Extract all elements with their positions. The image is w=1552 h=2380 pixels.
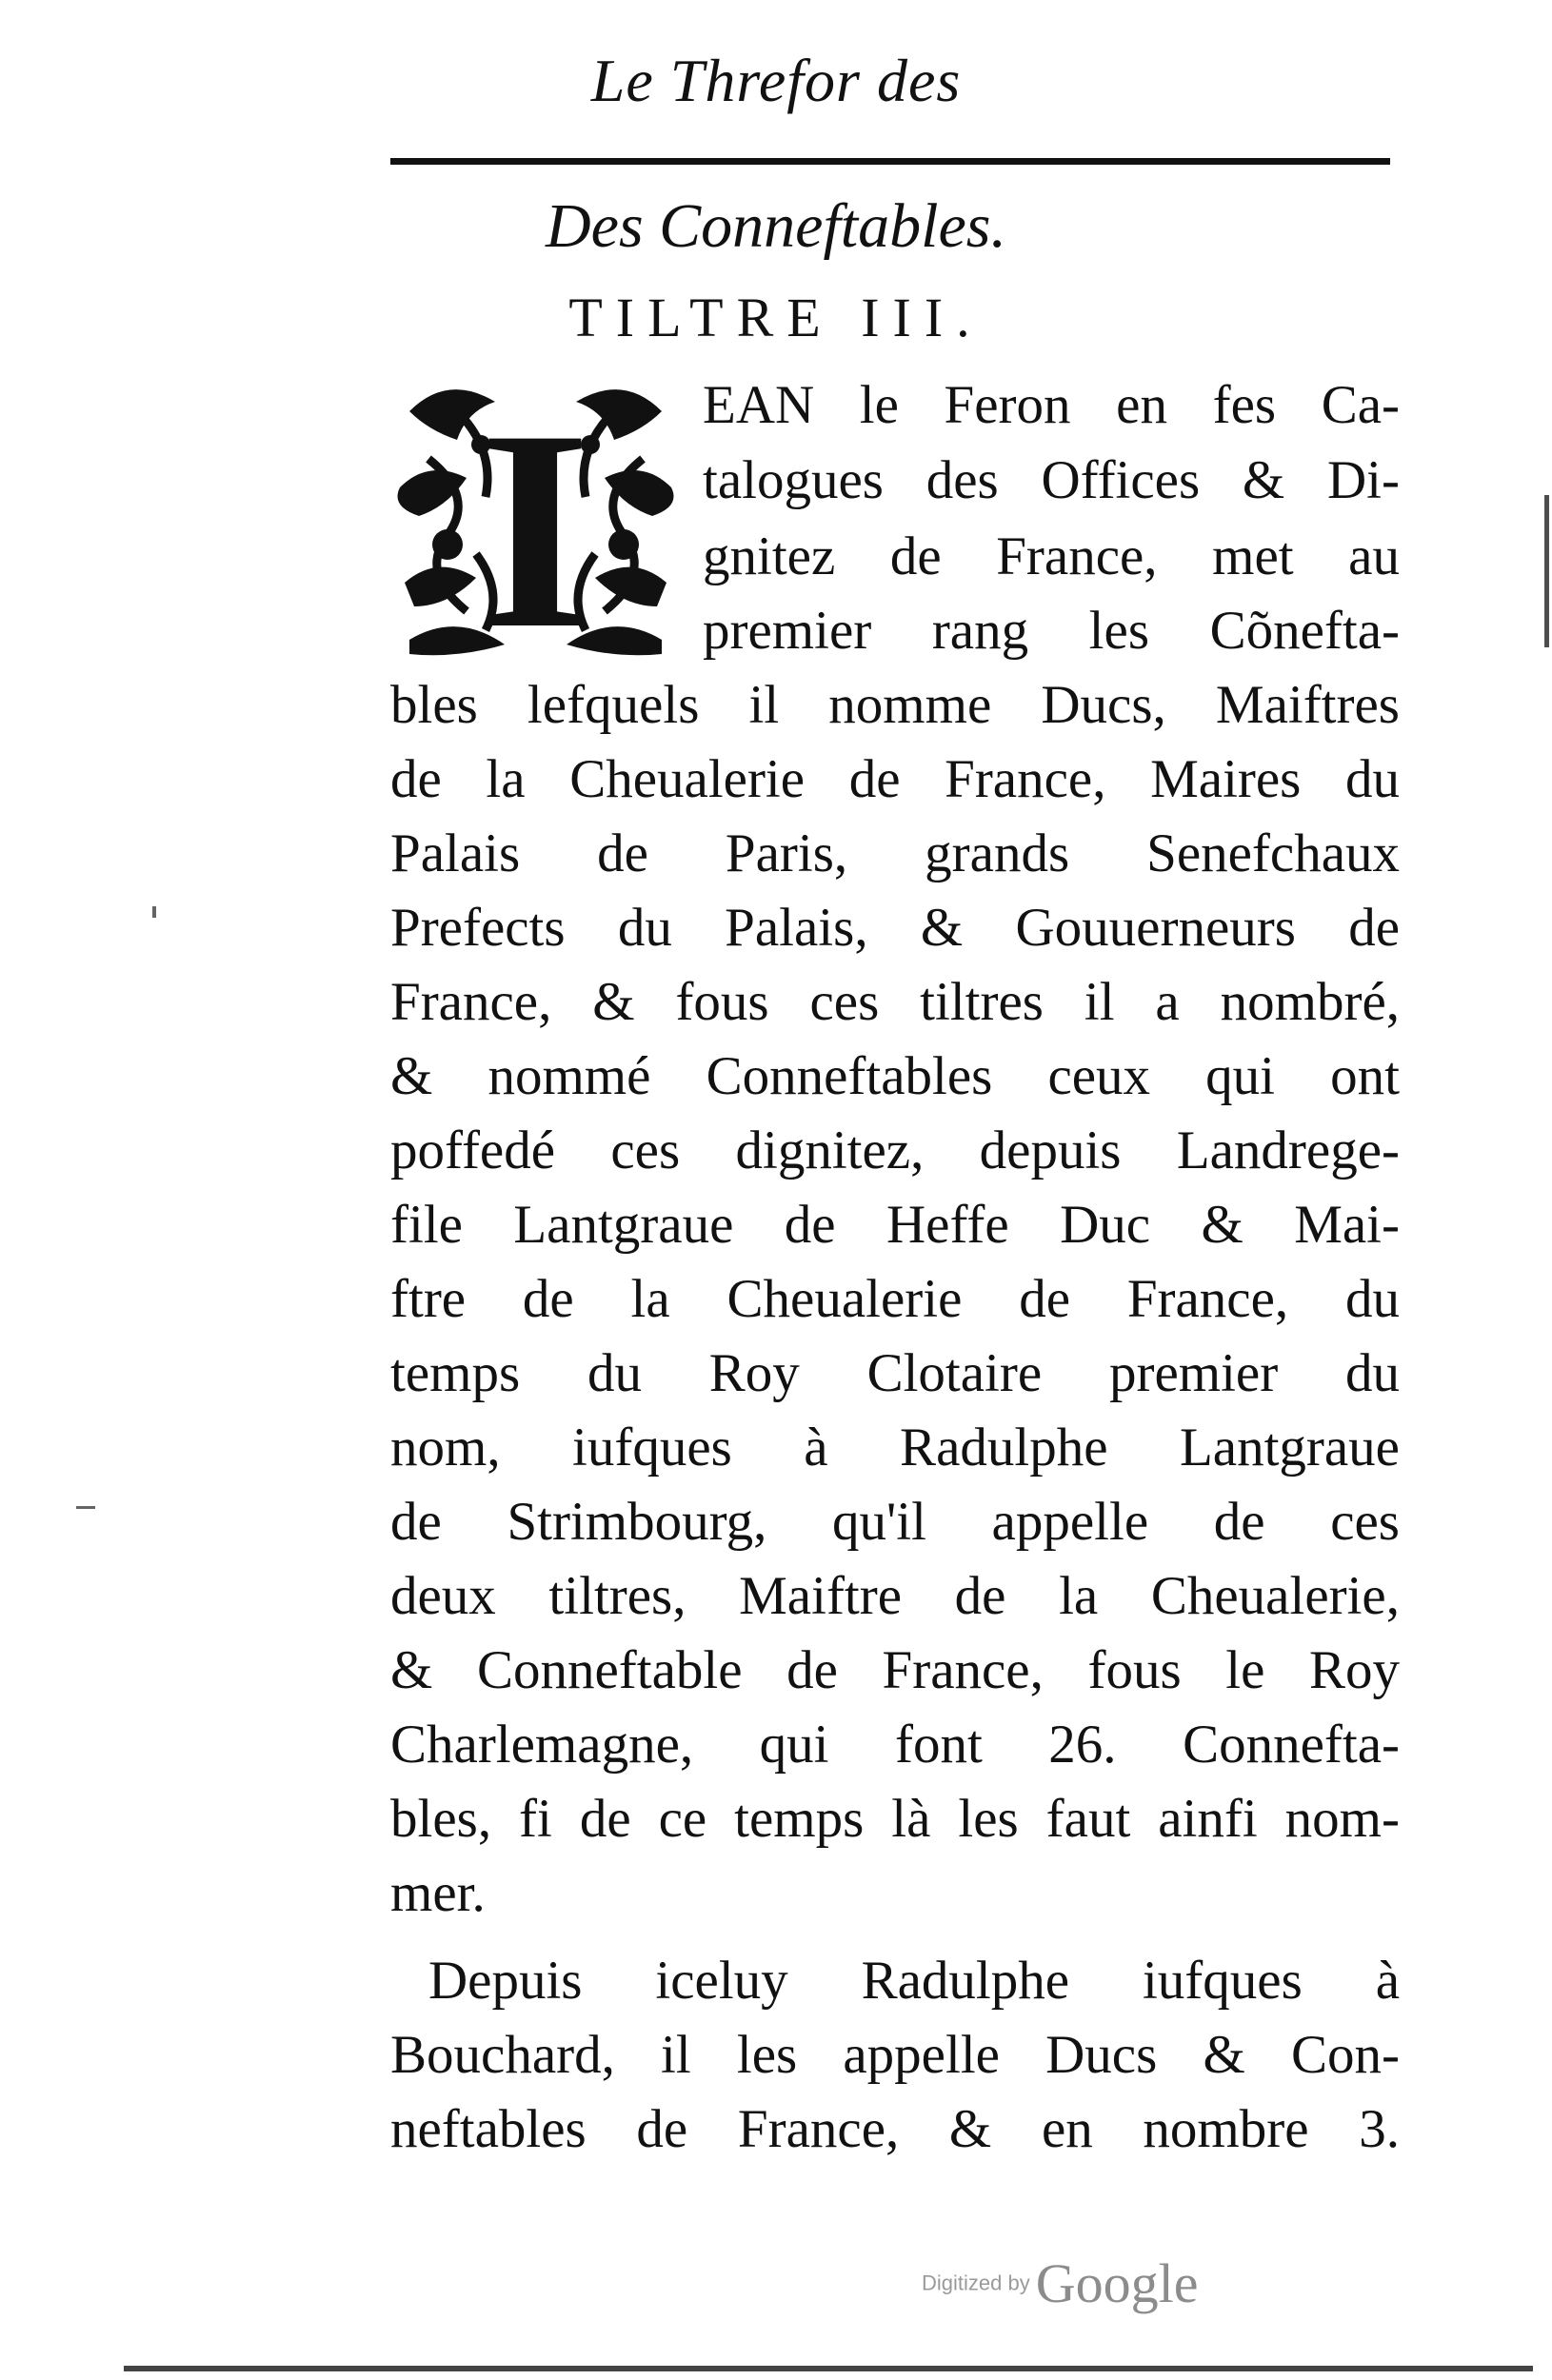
text-line: talogues des Offices & Di-	[703, 450, 1400, 510]
scan-edge-line	[124, 2366, 1533, 2371]
text-line: nom, iufques à Radulphe Lantgraue	[390, 1418, 1400, 1478]
text-line: Palais de Paris, grands Senefchaux	[390, 823, 1400, 883]
text-line: France, & fous ces tiltres il a nombré,	[390, 972, 1400, 1032]
text-line: & nommé Conneftables ceux qui ont	[390, 1046, 1400, 1106]
scan-speck	[152, 906, 156, 918]
scan-edge-mark	[1544, 495, 1549, 647]
text-line: poffedé ces dignitez, depuis Landrege-	[390, 1121, 1400, 1180]
running-head: Le Threfor des	[590, 47, 962, 114]
text-line: de la Cheualerie de France, Maires du	[390, 749, 1400, 809]
text-line: Bouchard, il les appelle Ducs & Con-	[390, 2025, 1400, 2085]
text-line: de Strimbourg, qu'il appelle de ces	[390, 1492, 1400, 1552]
text-line: bles, fi de ce temps là les faut ainfi nom-	[390, 1789, 1400, 1849]
text-line: temps du Roy Clotaire premier du	[390, 1343, 1400, 1403]
digitized-by-google-watermark	[922, 2251, 1198, 2315]
text-line: Prefects du Palais, & Gouuerneurs de	[390, 898, 1400, 958]
header-rule	[390, 158, 1390, 165]
text-line: premier rang les Cõnefta-	[703, 601, 1400, 661]
dropcap-letter: I	[479, 373, 591, 668]
text-line: file Lantgraue de Heffe Duc & Mai-	[390, 1195, 1400, 1255]
title-number: TILTRE III.	[568, 287, 984, 348]
google-logo: Google	[1035, 2252, 1199, 2314]
ornamental-dropcap-icon	[390, 373, 681, 668]
text-line: Charlemagne, qui font 26. Connefta-	[390, 1715, 1400, 1775]
text-line: ftre de la Cheualerie de France, du	[390, 1269, 1400, 1329]
text-line: bles lefquels il nomme Ducs, Maiftres	[390, 675, 1400, 735]
text-line: Depuis iceluy Radulphe iufques à	[428, 1951, 1400, 2011]
text-line: gnitez de France, met au	[703, 526, 1400, 586]
text-line: deux tiltres, Maiftre de la Cheualerie,	[390, 1566, 1400, 1626]
section-title: Des Conneftables.	[546, 191, 1006, 261]
scan-speck	[76, 1506, 95, 1509]
text-line: neftables de France, & en nombre 3.	[390, 2099, 1400, 2159]
text-line: mer.	[390, 1863, 486, 1923]
digitized-by-label: Digitized by	[922, 2271, 1030, 2295]
text-line: EAN le Feron en fes Ca-	[703, 375, 1400, 435]
text-line: & Conneftable de France, fous le Roy	[390, 1640, 1400, 1700]
